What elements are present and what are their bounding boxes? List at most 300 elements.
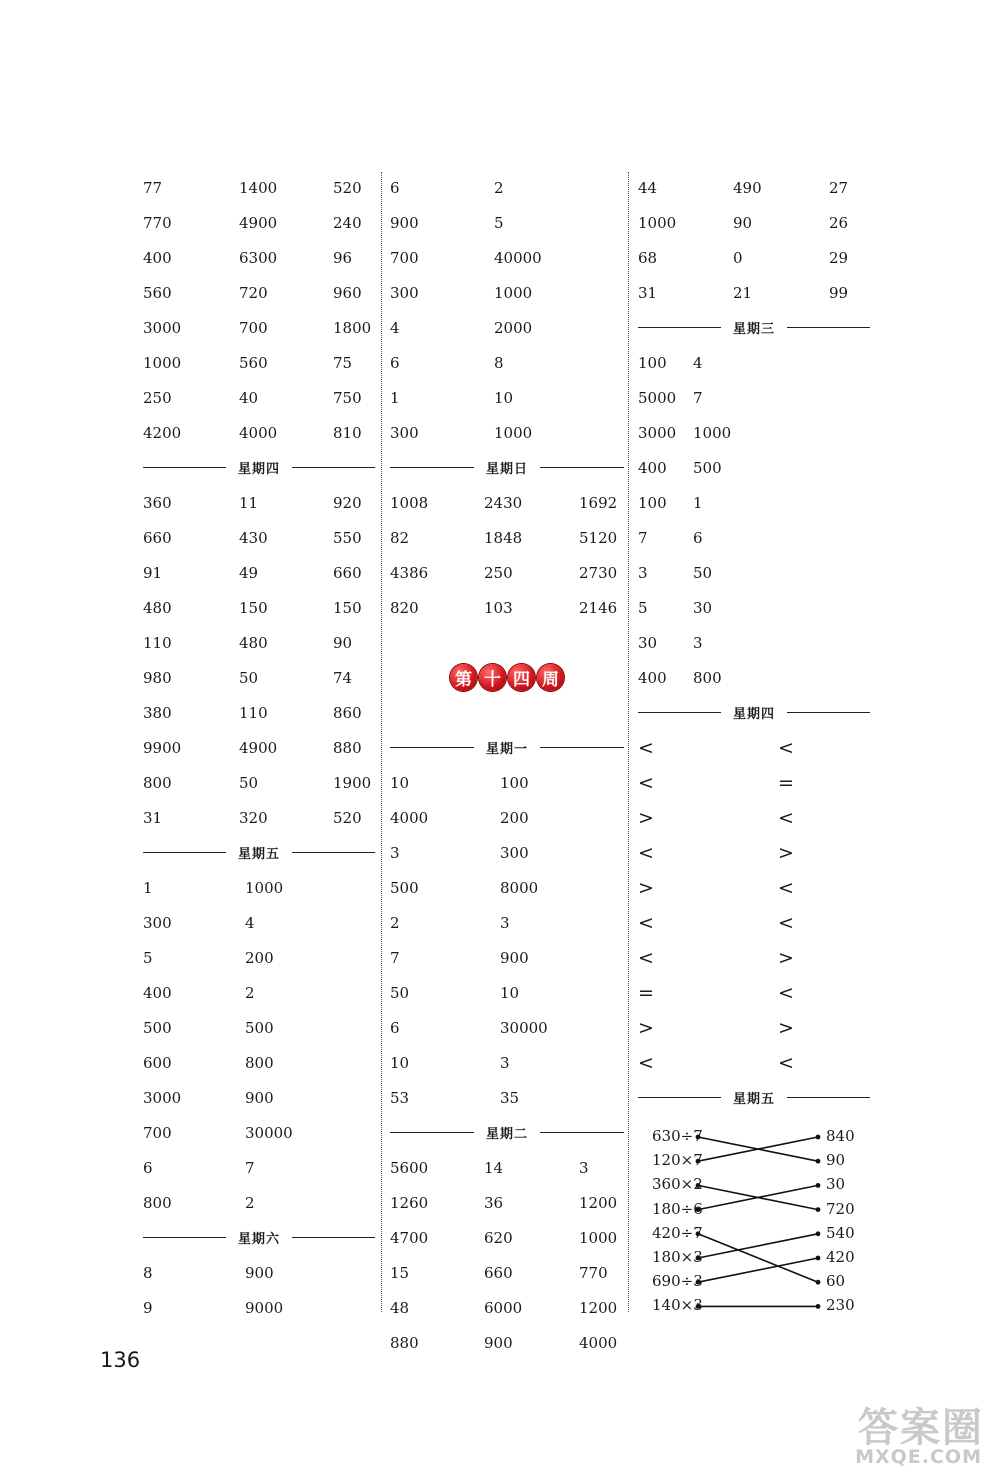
answer-row: [390, 555, 624, 590]
answer-value: 100: [500, 773, 529, 792]
answer-value: 30: [693, 598, 713, 617]
answer-value: >: [778, 946, 794, 969]
answer-column-1: [143, 170, 375, 1325]
c1-fri-block: [143, 870, 375, 1220]
answer-row: [638, 800, 870, 835]
answer-row: [638, 625, 870, 660]
answer-row: [390, 170, 624, 205]
answer-value: 3: [579, 1158, 589, 1177]
match-dot: [816, 1135, 821, 1140]
answer-value: 2: [390, 913, 400, 932]
answer-row: [638, 240, 870, 275]
answer-row: [390, 1080, 624, 1115]
answer-value: 200: [245, 948, 274, 967]
answer-value: >: [638, 1016, 654, 1039]
c1-thu-block: [143, 485, 375, 835]
section-label: 星期三: [733, 322, 776, 337]
answer-value: 490: [733, 178, 762, 197]
answer-row: [638, 730, 870, 765]
answer-value: 90: [333, 633, 353, 652]
answer-value: 620: [484, 1228, 513, 1247]
answer-value: 500: [390, 878, 419, 897]
answer-value: 74: [333, 668, 353, 687]
watermark-url: MXQE.COM: [855, 1446, 982, 1468]
match-result: 540: [826, 1223, 855, 1242]
answer-value: 6: [390, 178, 400, 197]
answer-value: 30: [638, 633, 658, 652]
answer-value: 300: [390, 423, 419, 442]
match-expression: 690÷3: [652, 1272, 703, 1291]
answer-row: [390, 800, 624, 835]
section-label: 星期五: [238, 847, 281, 862]
section-label: 星期六: [238, 1232, 281, 1247]
answer-value: 1848: [484, 528, 523, 547]
answer-row: [390, 310, 624, 345]
section-header-monday: [390, 730, 624, 765]
answer-value: 920: [333, 493, 362, 512]
answer-value: 900: [245, 1088, 274, 1107]
section-header-thursday: [638, 695, 870, 730]
answer-row: [143, 765, 375, 800]
section-label: 星期五: [733, 1092, 776, 1107]
answer-row: [638, 485, 870, 520]
answer-value: 2: [494, 178, 504, 197]
match-result: 840: [826, 1127, 855, 1145]
answer-row: [638, 345, 870, 380]
match-result: 90: [826, 1151, 846, 1170]
match-dot: [816, 1304, 821, 1309]
answer-value: 75: [333, 353, 353, 372]
answer-row: [638, 1010, 870, 1045]
answer-value: 700: [239, 318, 268, 337]
answer-value: 1: [693, 493, 703, 512]
c3-top-block: [638, 170, 870, 310]
answer-value: 82: [390, 528, 410, 547]
page-number: 136: [100, 1348, 141, 1372]
answer-value: 5000: [638, 388, 677, 407]
answer-value: 1800: [333, 318, 372, 337]
answer-value: 900: [390, 213, 419, 232]
answer-value: <: [638, 841, 654, 864]
answer-value: <: [778, 981, 794, 1004]
answer-row: [638, 555, 870, 590]
answer-value: <: [638, 736, 654, 759]
answer-value: 35: [500, 1088, 520, 1107]
answer-value: 380: [143, 703, 172, 722]
answer-row: [390, 590, 624, 625]
answer-row: [638, 205, 870, 240]
answer-value: 4200: [143, 423, 182, 442]
answer-row: [143, 1255, 375, 1290]
answer-row: [143, 345, 375, 380]
answer-value: 1200: [579, 1193, 618, 1212]
matching-exercise: [638, 1115, 870, 1315]
answer-row: [390, 975, 624, 1010]
match-result: 60: [826, 1272, 846, 1291]
answer-row: [390, 1255, 624, 1290]
answer-row: [390, 520, 624, 555]
answer-value: 29: [829, 248, 849, 267]
answer-row: [390, 345, 624, 380]
answer-value: 9900: [143, 738, 182, 757]
answer-value: 800: [693, 668, 722, 687]
answer-value: 400: [143, 248, 172, 267]
answer-value: >: [778, 841, 794, 864]
answer-value: 3: [638, 563, 648, 582]
answer-row: [638, 170, 870, 205]
answer-value: 660: [484, 1263, 513, 1282]
match-expression: 180÷6: [652, 1199, 703, 1218]
match-dot: [816, 1159, 821, 1164]
answer-value: 50: [390, 983, 410, 1002]
answer-value: 400: [638, 458, 667, 477]
answer-value: 4: [390, 318, 400, 337]
answer-row: [390, 870, 624, 905]
answer-value: 480: [143, 598, 172, 617]
answer-value: 100: [638, 493, 667, 512]
answer-row: [143, 1150, 375, 1185]
answer-value: 1000: [143, 353, 182, 372]
answer-value: 90: [733, 213, 753, 232]
answer-row: [390, 1185, 624, 1220]
answer-value: 3000: [143, 318, 182, 337]
answer-value: 1200: [579, 1298, 618, 1317]
answer-row: [143, 1010, 375, 1045]
section-label: 星期四: [733, 707, 776, 722]
match-result: 30: [826, 1175, 846, 1194]
answer-value: 200: [500, 808, 529, 827]
answer-value: 560: [239, 353, 268, 372]
answer-value: <: [638, 946, 654, 969]
answer-value: 6000: [484, 1298, 523, 1317]
answer-row: [638, 275, 870, 310]
answer-row: [638, 415, 870, 450]
answer-value: >: [778, 1016, 794, 1039]
match-expression: 420÷7: [652, 1223, 703, 1242]
answer-value: 10: [390, 1053, 410, 1072]
match-result: 720: [826, 1199, 855, 1218]
answer-value: 7: [693, 388, 703, 407]
section-label: 星期四: [238, 462, 281, 477]
answer-row: [390, 275, 624, 310]
answer-value: 770: [143, 213, 172, 232]
answer-value: 14: [484, 1158, 504, 1177]
answer-value: 30000: [500, 1018, 548, 1037]
answer-row: [143, 660, 375, 695]
answer-value: 520: [333, 178, 362, 197]
answer-value: 50: [239, 773, 259, 792]
answer-value: 4700: [390, 1228, 429, 1247]
answer-value: 500: [245, 1018, 274, 1037]
match-expression: 140×3: [652, 1296, 703, 1315]
answer-row: [638, 450, 870, 485]
answer-row: [143, 1115, 375, 1150]
answer-value: 96: [333, 248, 353, 267]
answer-value: 150: [333, 598, 362, 617]
answer-row: [143, 625, 375, 660]
answer-value: 3000: [638, 423, 677, 442]
answer-value: 800: [143, 1193, 172, 1212]
answer-value: 810: [333, 423, 362, 442]
answer-value: 2730: [579, 563, 618, 582]
answer-value: 720: [239, 283, 268, 302]
answer-value: 1692: [579, 493, 618, 512]
answer-value: 250: [484, 563, 513, 582]
answer-value: >: [638, 806, 654, 829]
answer-row: [143, 380, 375, 415]
answer-value: 21: [733, 283, 753, 302]
answer-value: 110: [143, 633, 172, 652]
answer-row: [390, 485, 624, 520]
column-separator-2: [628, 172, 629, 1312]
week-badge: [390, 625, 624, 730]
answer-value: 550: [333, 528, 362, 547]
answer-row: [390, 240, 624, 275]
answer-row: [143, 240, 375, 275]
answer-value: 31: [143, 808, 163, 827]
answer-value: 15: [390, 1263, 410, 1282]
answer-value: <: [778, 736, 794, 759]
answer-value: 103: [484, 598, 513, 617]
answer-value: 3: [500, 1053, 510, 1072]
answer-value: 700: [390, 248, 419, 267]
answer-value: 750: [333, 388, 362, 407]
answer-value: 36: [484, 1193, 504, 1212]
answer-row: [143, 695, 375, 730]
answer-row: [638, 870, 870, 905]
section-header-tuesday: [390, 1115, 624, 1150]
answer-value: 400: [638, 668, 667, 687]
answer-row: [638, 660, 870, 695]
answer-row: [143, 1080, 375, 1115]
c1-top-block: [143, 170, 375, 450]
answer-value: 7: [390, 948, 400, 967]
answer-value: 50: [693, 563, 713, 582]
answer-row: [143, 1045, 375, 1080]
answer-value: 4000: [390, 808, 429, 827]
answer-value: <: [778, 876, 794, 899]
answer-value: 10: [500, 983, 520, 1002]
c2-sun-block: [390, 485, 624, 625]
section-header-friday: [638, 1080, 870, 1115]
answer-value: 99: [829, 283, 849, 302]
c2-mon-block: [390, 765, 624, 1115]
c1-sat-block: [143, 1255, 375, 1325]
answer-value: 2146: [579, 598, 618, 617]
answer-value: 40000: [494, 248, 542, 267]
answer-value: 44: [638, 178, 658, 197]
answer-value: 900: [500, 948, 529, 967]
answer-value: 500: [143, 1018, 172, 1037]
answer-value: <: [778, 806, 794, 829]
section-header-thursday: [143, 450, 375, 485]
answer-row: [390, 1010, 624, 1045]
answer-row: [638, 835, 870, 870]
answer-value: 880: [333, 738, 362, 757]
answer-value: 2: [245, 1193, 255, 1212]
section-label: 星期一: [486, 742, 529, 757]
answer-value: 5: [638, 598, 648, 617]
match-dot: [816, 1183, 821, 1188]
answer-value: 500: [693, 458, 722, 477]
answer-row: [390, 1325, 624, 1360]
answer-value: 110: [239, 703, 268, 722]
match-dot: [816, 1231, 821, 1236]
answer-value: 600: [143, 1053, 172, 1072]
answer-value: 1000: [693, 423, 732, 442]
match-expression: 360×2: [652, 1175, 703, 1194]
watermark-text: 答案圈: [858, 1405, 984, 1451]
answer-value: =: [638, 981, 654, 1004]
watermark: [810, 1396, 990, 1472]
answer-value: 31: [638, 283, 658, 302]
answer-value: 1000: [245, 878, 284, 897]
answer-value: 9000: [245, 1298, 284, 1317]
answer-row: [143, 170, 375, 205]
answer-value: 0: [733, 248, 743, 267]
answer-value: 430: [239, 528, 268, 547]
answer-value: 1000: [494, 283, 533, 302]
answer-value: 770: [579, 1263, 608, 1282]
section-header-saturday: [143, 1220, 375, 1255]
answer-value: 4900: [239, 213, 278, 232]
answer-row: [143, 870, 375, 905]
answer-row: [390, 1220, 624, 1255]
answer-value: 1000: [579, 1228, 618, 1247]
answer-value: >: [638, 876, 654, 899]
answer-value: 77: [143, 178, 163, 197]
answer-row: [638, 940, 870, 975]
answer-value: 880: [390, 1333, 419, 1352]
answer-value: 4000: [579, 1333, 618, 1352]
answer-row: [143, 485, 375, 520]
answer-value: 8: [494, 353, 504, 372]
badge-char: 十: [479, 664, 506, 691]
answer-value: =: [778, 771, 794, 794]
answer-value: 5: [494, 213, 504, 232]
answer-value: 100: [638, 353, 667, 372]
c2-tue-block: [390, 1150, 624, 1360]
match-dot: [816, 1280, 821, 1285]
answer-value: 660: [143, 528, 172, 547]
answer-row: [143, 1290, 375, 1325]
match-expression: 120×7: [652, 1151, 703, 1170]
answer-value: <: [638, 771, 654, 794]
answer-value: 800: [143, 773, 172, 792]
answer-value: 800: [245, 1053, 274, 1072]
answer-value: 8000: [500, 878, 539, 897]
answer-value: 820: [390, 598, 419, 617]
answer-column-3: [638, 170, 870, 1315]
answer-value: 520: [333, 808, 362, 827]
answer-value: 3000: [143, 1088, 182, 1107]
answer-value: 27: [829, 178, 849, 197]
answer-value: 48: [390, 1298, 410, 1317]
answer-row: [143, 590, 375, 625]
answer-row: [638, 520, 870, 555]
answer-row: [143, 275, 375, 310]
answer-value: 1: [143, 878, 153, 897]
answer-row: [390, 380, 624, 415]
answer-value: 1008: [390, 493, 429, 512]
answer-value: 320: [239, 808, 268, 827]
answer-value: 10: [494, 388, 514, 407]
answer-value: 150: [239, 598, 268, 617]
answer-row: [143, 905, 375, 940]
match-expression: 180×3: [652, 1248, 703, 1266]
answer-value: <: [638, 911, 654, 934]
answer-value: 4: [245, 913, 255, 932]
answer-value: 10: [390, 773, 410, 792]
answer-value: <: [778, 911, 794, 934]
answer-value: 860: [333, 703, 362, 722]
answer-row: [390, 905, 624, 940]
answer-value: 40: [239, 388, 259, 407]
answer-row: [390, 765, 624, 800]
answer-value: 49: [239, 563, 259, 582]
answer-value: 26: [829, 213, 849, 232]
answer-value: 6: [693, 528, 703, 547]
answer-row: [638, 380, 870, 415]
answer-value: 6: [390, 353, 400, 372]
answer-value: 240: [333, 213, 362, 232]
answer-row: [638, 765, 870, 800]
answer-value: 300: [390, 283, 419, 302]
answer-row: [390, 1290, 624, 1325]
answer-row: [390, 1150, 624, 1185]
answer-row: [143, 205, 375, 240]
answer-value: 660: [333, 563, 362, 582]
answer-value: 6: [390, 1018, 400, 1037]
match-link: [698, 1234, 818, 1282]
answer-value: 8: [143, 1263, 153, 1282]
answer-row: [638, 590, 870, 625]
answer-row: [390, 415, 624, 450]
section-label: 星期二: [486, 1127, 529, 1142]
column-separator-1: [381, 172, 382, 1312]
answer-value: 480: [239, 633, 268, 652]
match-expression: 630÷7: [652, 1127, 703, 1145]
answer-value: 700: [143, 1123, 172, 1142]
answer-value: 5120: [579, 528, 618, 547]
section-label: 星期日: [486, 462, 529, 477]
section-header-wednesday: [638, 310, 870, 345]
answer-value: 6: [143, 1158, 153, 1177]
answer-value: 900: [484, 1333, 513, 1352]
match-result: 420: [826, 1248, 855, 1266]
answer-value: 400: [143, 983, 172, 1002]
answer-value: 360: [143, 493, 172, 512]
answer-row: [390, 940, 624, 975]
answer-row: [143, 310, 375, 345]
answer-row: [638, 905, 870, 940]
answer-row: [638, 975, 870, 1010]
answer-value: 1900: [333, 773, 372, 792]
answer-value: 4386: [390, 563, 429, 582]
badge-char: 第: [450, 664, 477, 691]
answer-row: [143, 415, 375, 450]
answer-value: 3: [390, 843, 400, 862]
answer-row: [143, 940, 375, 975]
badge-char: 四: [508, 664, 535, 691]
answer-value: 3: [500, 913, 510, 932]
match-dot: [816, 1256, 821, 1261]
c3-thu-block: [638, 730, 870, 1080]
answer-value: 300: [500, 843, 529, 862]
answer-value: <: [638, 1051, 654, 1074]
match-result: 230: [826, 1296, 855, 1315]
answer-row: [143, 800, 375, 835]
